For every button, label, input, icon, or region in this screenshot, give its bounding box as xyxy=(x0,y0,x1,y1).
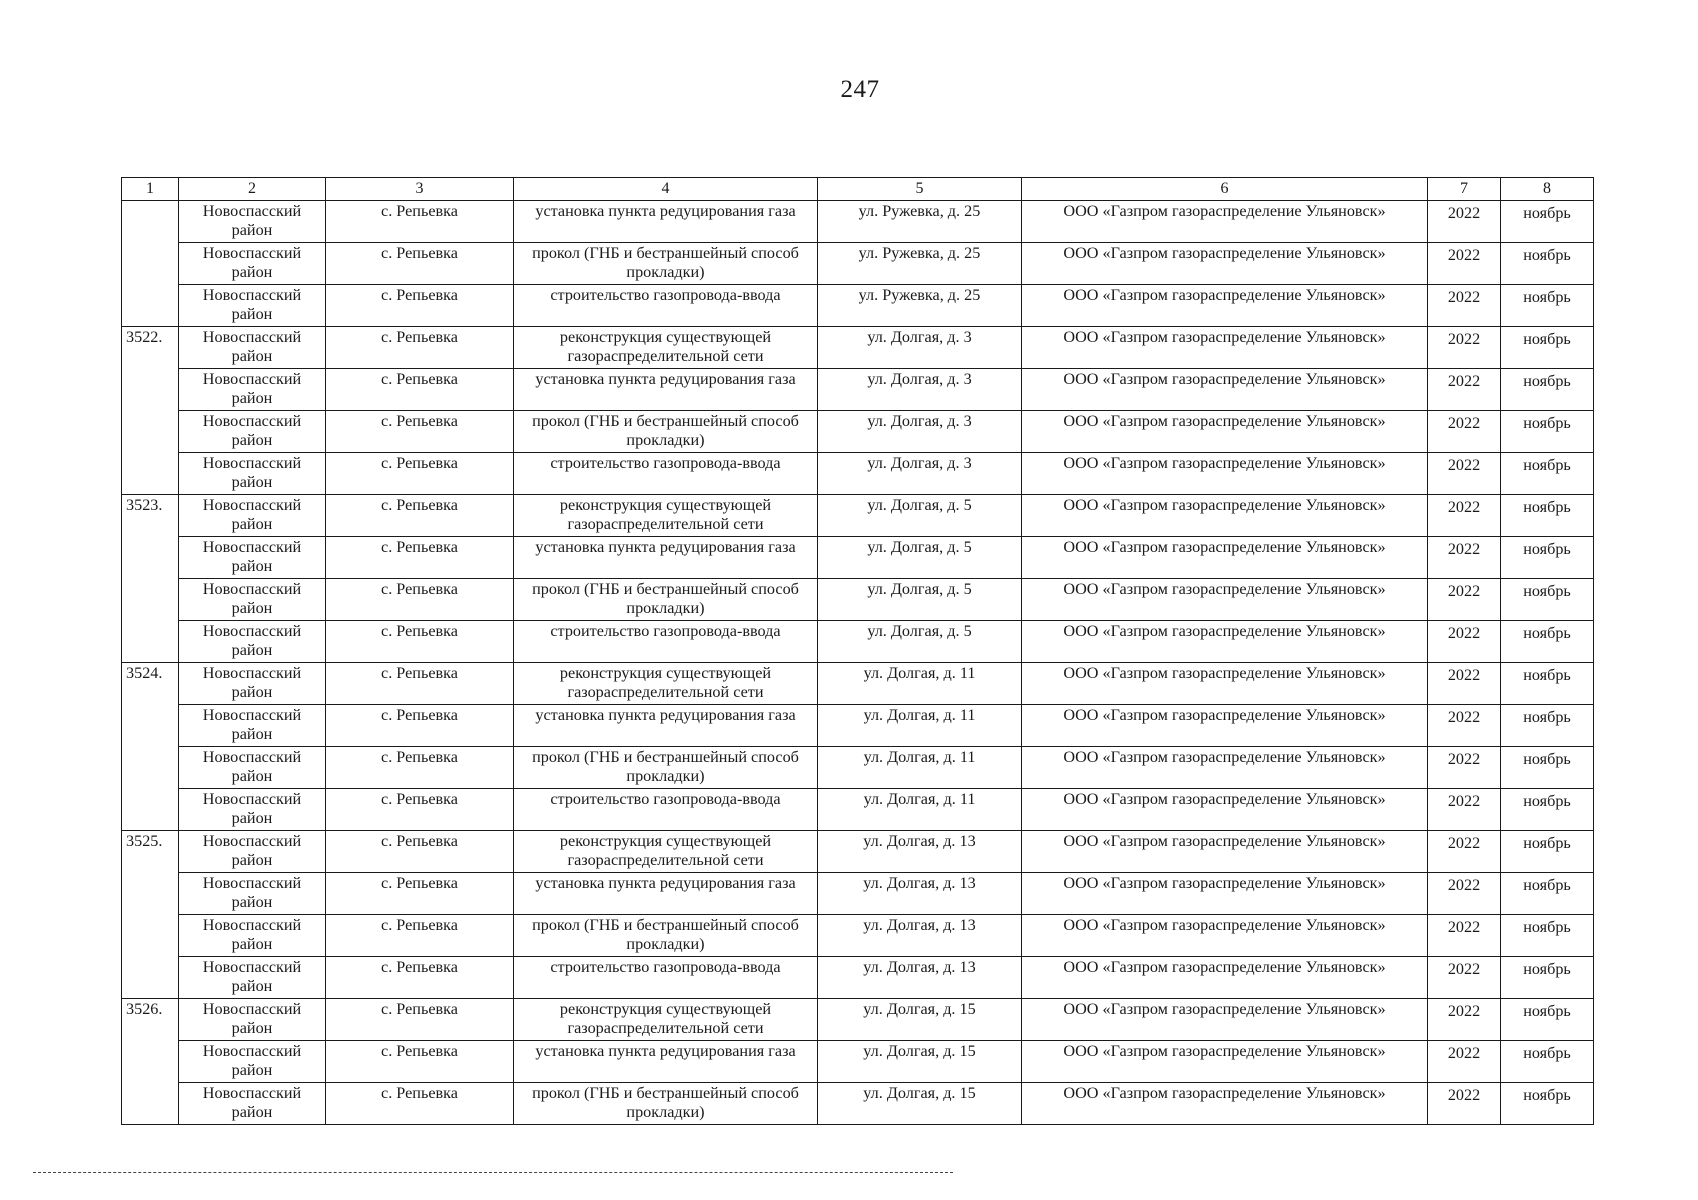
cell-month: ноябрь xyxy=(1501,411,1594,453)
cell-organization: ООО «Газпром газораспределение Ульяновск» xyxy=(1022,705,1428,747)
table-row xyxy=(122,957,1594,999)
cell-work-type: установка пункта редуцирования газа xyxy=(514,201,818,243)
cell-settlement: с. Репьевка xyxy=(326,789,514,831)
table-row xyxy=(122,453,1594,495)
cell-year: 2022 xyxy=(1428,1041,1501,1083)
cell-organization: ООО «Газпром газораспределение Ульяновск» xyxy=(1022,579,1428,621)
cell-work-type: строительство газопровода-ввода xyxy=(514,453,818,495)
cell-address: ул. Ружевка, д. 25 xyxy=(818,201,1022,243)
cell-settlement: с. Репьевка xyxy=(326,663,514,705)
cell-number: 3526. xyxy=(122,999,179,1125)
cell-settlement: с. Репьевка xyxy=(326,411,514,453)
cell-organization: ООО «Газпром газораспределение Ульяновск» xyxy=(1022,915,1428,957)
cell-work-type: прокол (ГНБ и бестраншейный способ прокладки) xyxy=(514,915,818,957)
cell-district: Новоспасский район xyxy=(179,579,326,621)
table-row xyxy=(122,705,1594,747)
column-header-6: 6 xyxy=(1022,178,1428,201)
cell-address: ул. Долгая, д. 3 xyxy=(818,327,1022,369)
cell-organization: ООО «Газпром газораспределение Ульяновск» xyxy=(1022,411,1428,453)
cell-district: Новоспасский район xyxy=(179,327,326,369)
table-row xyxy=(122,747,1594,789)
cell-district: Новоспасский район xyxy=(179,243,326,285)
table-row xyxy=(122,411,1594,453)
cell-month: ноябрь xyxy=(1501,621,1594,663)
column-header-8: 8 xyxy=(1501,178,1594,201)
column-header-7: 7 xyxy=(1428,178,1501,201)
cell-address: ул. Долгая, д. 3 xyxy=(818,369,1022,411)
cell-settlement: с. Репьевка xyxy=(326,201,514,243)
cell-month: ноябрь xyxy=(1501,789,1594,831)
cell-year: 2022 xyxy=(1428,453,1501,495)
cell-organization: ООО «Газпром газораспределение Ульяновск» xyxy=(1022,873,1428,915)
cell-work-type: реконструкция существующей газораспределительной сети xyxy=(514,999,818,1041)
cell-settlement: с. Репьевка xyxy=(326,747,514,789)
cell-year: 2022 xyxy=(1428,201,1501,243)
cell-month: ноябрь xyxy=(1501,1083,1594,1125)
cell-settlement: с. Репьевка xyxy=(326,831,514,873)
cell-settlement: с. Репьевка xyxy=(326,453,514,495)
cell-address: ул. Долгая, д. 15 xyxy=(818,999,1022,1041)
table-row xyxy=(122,1041,1594,1083)
table-row xyxy=(122,621,1594,663)
cell-organization: ООО «Газпром газораспределение Ульяновск» xyxy=(1022,369,1428,411)
table-row xyxy=(122,789,1594,831)
cell-work-type: установка пункта редуцирования газа xyxy=(514,873,818,915)
cell-settlement: с. Репьевка xyxy=(326,537,514,579)
cell-month: ноябрь xyxy=(1501,537,1594,579)
cell-month: ноябрь xyxy=(1501,705,1594,747)
cell-month: ноябрь xyxy=(1501,579,1594,621)
cell-year: 2022 xyxy=(1428,495,1501,537)
cell-year: 2022 xyxy=(1428,327,1501,369)
cell-month: ноябрь xyxy=(1501,957,1594,999)
cell-work-type: прокол (ГНБ и бестраншейный способ прокладки) xyxy=(514,411,818,453)
cell-district: Новоспасский район xyxy=(179,453,326,495)
cell-district: Новоспасский район xyxy=(179,705,326,747)
works-table xyxy=(121,177,1594,1125)
cell-work-type: реконструкция существующей газораспределительной сети xyxy=(514,663,818,705)
cell-settlement: с. Репьевка xyxy=(326,1041,514,1083)
cell-month: ноябрь xyxy=(1501,873,1594,915)
table-row xyxy=(122,327,1594,369)
cell-month: ноябрь xyxy=(1501,663,1594,705)
cell-address: ул. Долгая, д. 13 xyxy=(818,957,1022,999)
cell-settlement: с. Репьевка xyxy=(326,579,514,621)
cell-settlement: с. Репьевка xyxy=(326,1083,514,1125)
cell-month: ноябрь xyxy=(1501,369,1594,411)
cell-district: Новоспасский район xyxy=(179,1041,326,1083)
cell-organization: ООО «Газпром газораспределение Ульяновск» xyxy=(1022,663,1428,705)
cell-work-type: установка пункта редуцирования газа xyxy=(514,369,818,411)
cell-organization: ООО «Газпром газораспределение Ульяновск» xyxy=(1022,453,1428,495)
cell-district: Новоспасский район xyxy=(179,1083,326,1125)
cell-organization: ООО «Газпром газораспределение Ульяновск» xyxy=(1022,537,1428,579)
cell-settlement: с. Репьевка xyxy=(326,915,514,957)
table-row xyxy=(122,999,1594,1041)
cell-organization: ООО «Газпром газораспределение Ульяновск» xyxy=(1022,201,1428,243)
cell-year: 2022 xyxy=(1428,663,1501,705)
cell-address: ул. Долгая, д. 5 xyxy=(818,537,1022,579)
cell-month: ноябрь xyxy=(1501,327,1594,369)
table-row xyxy=(122,873,1594,915)
cell-year: 2022 xyxy=(1428,915,1501,957)
cell-year: 2022 xyxy=(1428,369,1501,411)
cell-settlement: с. Репьевка xyxy=(326,243,514,285)
cell-year: 2022 xyxy=(1428,999,1501,1041)
table-row xyxy=(122,495,1594,537)
table-row xyxy=(122,285,1594,327)
cell-work-type: строительство газопровода-ввода xyxy=(514,621,818,663)
cell-address: ул. Долгая, д. 5 xyxy=(818,495,1022,537)
cell-district: Новоспасский район xyxy=(179,537,326,579)
cell-district: Новоспасский район xyxy=(179,369,326,411)
cell-district: Новоспасский район xyxy=(179,495,326,537)
table-header xyxy=(122,178,1594,201)
bottom-rule xyxy=(33,1172,953,1173)
cell-work-type: прокол (ГНБ и бестраншейный способ прокладки) xyxy=(514,579,818,621)
cell-settlement: с. Репьевка xyxy=(326,957,514,999)
cell-month: ноябрь xyxy=(1501,915,1594,957)
cell-year: 2022 xyxy=(1428,621,1501,663)
table-row xyxy=(122,201,1594,243)
cell-organization: ООО «Газпром газораспределение Ульяновск» xyxy=(1022,831,1428,873)
cell-district: Новоспасский район xyxy=(179,915,326,957)
cell-settlement: с. Репьевка xyxy=(326,705,514,747)
cell-district: Новоспасский район xyxy=(179,831,326,873)
cell-month: ноябрь xyxy=(1501,495,1594,537)
cell-district: Новоспасский район xyxy=(179,621,326,663)
cell-settlement: с. Репьевка xyxy=(326,327,514,369)
cell-address: ул. Долгая, д. 5 xyxy=(818,579,1022,621)
cell-address: ул. Долгая, д. 5 xyxy=(818,621,1022,663)
cell-address: ул. Ружевка, д. 25 xyxy=(818,243,1022,285)
cell-district: Новоспасский район xyxy=(179,285,326,327)
page-number: 247 xyxy=(840,76,880,103)
cell-address: ул. Долгая, д. 13 xyxy=(818,915,1022,957)
cell-settlement: с. Репьевка xyxy=(326,495,514,537)
cell-district: Новоспасский район xyxy=(179,999,326,1041)
cell-district: Новоспасский район xyxy=(179,873,326,915)
cell-month: ноябрь xyxy=(1501,201,1594,243)
cell-district: Новоспасский район xyxy=(179,789,326,831)
table-row xyxy=(122,579,1594,621)
cell-month: ноябрь xyxy=(1501,1041,1594,1083)
cell-settlement: с. Репьевка xyxy=(326,873,514,915)
cell-year: 2022 xyxy=(1428,831,1501,873)
cell-address: ул. Долгая, д. 3 xyxy=(818,453,1022,495)
header-row xyxy=(122,178,1594,201)
cell-year: 2022 xyxy=(1428,285,1501,327)
cell-year: 2022 xyxy=(1428,705,1501,747)
cell-year: 2022 xyxy=(1428,537,1501,579)
cell-address: ул. Долгая, д. 3 xyxy=(818,411,1022,453)
cell-organization: ООО «Газпром газораспределение Ульяновск» xyxy=(1022,327,1428,369)
cell-organization: ООО «Газпром газораспределение Ульяновск» xyxy=(1022,1041,1428,1083)
cell-year: 2022 xyxy=(1428,747,1501,789)
table-row xyxy=(122,243,1594,285)
cell-address: ул. Долгая, д. 11 xyxy=(818,705,1022,747)
cell-address: ул. Ружевка, д. 25 xyxy=(818,285,1022,327)
cell-work-type: строительство газопровода-ввода xyxy=(514,285,818,327)
table-row xyxy=(122,663,1594,705)
table-row xyxy=(122,1083,1594,1125)
cell-organization: ООО «Газпром газораспределение Ульяновск» xyxy=(1022,747,1428,789)
cell-address: ул. Долгая, д. 11 xyxy=(818,747,1022,789)
cell-month: ноябрь xyxy=(1501,999,1594,1041)
cell-work-type: прокол (ГНБ и бестраншейный способ прокладки) xyxy=(514,243,818,285)
cell-month: ноябрь xyxy=(1501,453,1594,495)
cell-work-type: строительство газопровода-ввода xyxy=(514,789,818,831)
cell-settlement: с. Репьевка xyxy=(326,369,514,411)
cell-number: 3523. xyxy=(122,495,179,663)
cell-organization: ООО «Газпром газораспределение Ульяновск» xyxy=(1022,789,1428,831)
cell-work-type: установка пункта редуцирования газа xyxy=(514,1041,818,1083)
cell-address: ул. Долгая, д. 11 xyxy=(818,663,1022,705)
table-body xyxy=(122,201,1594,1125)
cell-organization: ООО «Газпром газораспределение Ульяновск» xyxy=(1022,1083,1428,1125)
cell-organization: ООО «Газпром газораспределение Ульяновск» xyxy=(1022,243,1428,285)
cell-month: ноябрь xyxy=(1501,747,1594,789)
cell-address: ул. Долгая, д. 13 xyxy=(818,831,1022,873)
table-row xyxy=(122,831,1594,873)
cell-year: 2022 xyxy=(1428,243,1501,285)
cell-work-type: реконструкция существующей газораспределительной сети xyxy=(514,495,818,537)
column-header-3: 3 xyxy=(326,178,514,201)
cell-year: 2022 xyxy=(1428,873,1501,915)
column-header-2: 2 xyxy=(179,178,326,201)
column-header-4: 4 xyxy=(514,178,818,201)
cell-work-type: реконструкция существующей газораспределительной сети xyxy=(514,831,818,873)
cell-work-type: установка пункта редуцирования газа xyxy=(514,705,818,747)
cell-number: 3525. xyxy=(122,831,179,999)
cell-address: ул. Долгая, д. 11 xyxy=(818,789,1022,831)
cell-district: Новоспасский район xyxy=(179,201,326,243)
cell-work-type: прокол (ГНБ и бестраншейный способ прокладки) xyxy=(514,747,818,789)
cell-month: ноябрь xyxy=(1501,831,1594,873)
cell-organization: ООО «Газпром газораспределение Ульяновск» xyxy=(1022,285,1428,327)
cell-year: 2022 xyxy=(1428,411,1501,453)
cell-month: ноябрь xyxy=(1501,243,1594,285)
cell-settlement: с. Репьевка xyxy=(326,621,514,663)
cell-district: Новоспасский район xyxy=(179,663,326,705)
cell-address: ул. Долгая, д. 13 xyxy=(818,873,1022,915)
column-header-5: 5 xyxy=(818,178,1022,201)
cell-year: 2022 xyxy=(1428,579,1501,621)
cell-work-type: прокол (ГНБ и бестраншейный способ прокладки) xyxy=(514,1083,818,1125)
cell-year: 2022 xyxy=(1428,789,1501,831)
cell-number: 3524. xyxy=(122,663,179,831)
cell-organization: ООО «Газпром газораспределение Ульяновск» xyxy=(1022,621,1428,663)
cell-district: Новоспасский район xyxy=(179,957,326,999)
cell-work-type: строительство газопровода-ввода xyxy=(514,957,818,999)
column-header-1: 1 xyxy=(122,178,179,201)
cell-district: Новоспасский район xyxy=(179,411,326,453)
cell-year: 2022 xyxy=(1428,957,1501,999)
table-row xyxy=(122,537,1594,579)
cell-address: ул. Долгая, д. 15 xyxy=(818,1041,1022,1083)
cell-organization: ООО «Газпром газораспределение Ульяновск» xyxy=(1022,999,1428,1041)
cell-district: Новоспасский район xyxy=(179,747,326,789)
cell-number xyxy=(122,201,179,327)
cell-number: 3522. xyxy=(122,327,179,495)
cell-work-type: установка пункта редуцирования газа xyxy=(514,537,818,579)
cell-work-type: реконструкция существующей газораспределительной сети xyxy=(514,327,818,369)
cell-settlement: с. Репьевка xyxy=(326,999,514,1041)
cell-address: ул. Долгая, д. 15 xyxy=(818,1083,1022,1125)
cell-year: 2022 xyxy=(1428,1083,1501,1125)
cell-month: ноябрь xyxy=(1501,285,1594,327)
cell-settlement: с. Репьевка xyxy=(326,285,514,327)
cell-organization: ООО «Газпром газораспределение Ульяновск» xyxy=(1022,957,1428,999)
table-row xyxy=(122,915,1594,957)
table-row xyxy=(122,369,1594,411)
cell-organization: ООО «Газпром газораспределение Ульяновск» xyxy=(1022,495,1428,537)
